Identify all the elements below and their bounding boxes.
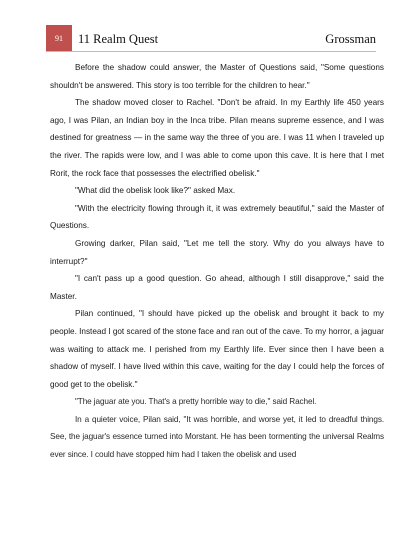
page-number-badge bbox=[46, 25, 72, 51]
paragraph: "I can't pass up a good question. Go ahead, although I still disapprove," said the Master. bbox=[50, 274, 384, 301]
paragraph: "The jaguar ate you. That's a pretty horrible way to die," said Rachel. bbox=[75, 397, 317, 407]
paragraph: Pilan continued, "I should have picked up the obelisk and brought it back to my people. Instead I got scared of the stone face and ran out of the cave. To my horror, a jaguar was waiting to attack me. I perished from my Earthly life. Ever since then I have been a shadow of myself. I have lived within this cave, waiting for the day I could help the forces of good get to the obelisk." bbox=[50, 309, 384, 389]
header-divider bbox=[46, 51, 376, 52]
paragraph: "What did the obelisk look like?" asked Max. bbox=[75, 186, 236, 196]
book-title: 11 Realm Quest bbox=[78, 32, 159, 46]
paragraph: Growing darker, Pilan said, "Let me tell the story. Why do you always have to interrupt?" bbox=[50, 238, 384, 266]
page-body bbox=[50, 59, 384, 464]
author-name: Grossman bbox=[325, 32, 376, 46]
paragraph: "With the electricity flowing through it, it was extremely beautiful," said the Master of Questions. bbox=[50, 203, 384, 231]
page-number: 91 bbox=[55, 33, 63, 43]
paragraph: Before the shadow could answer, the Master of Questions said, "Some questions shouldn't be answered. This story is too terrible for the children to hear." bbox=[50, 63, 384, 90]
paragraph: The shadow moved closer to Rachel. "Don't be afraid. In my Earthly life 450 years ago, I was Pilan, an Indian boy in the Inca tribe. Pilan means supreme essence, and I was destined for greatness — in the same way the three of you are. I was 11 when I traveled up the river. The rapids were low, and I was able to come upon this cave. It is here that I met Rorit, the rock face that possesses the electrified obelisk." bbox=[50, 98, 384, 178]
paragraph: In a quieter voice, Pilan said, "It was horrible, and worse yet, it led to dreadful things. See, the jaguar's essence turned into Morstant. He has been tormenting the universal Realms ever since. I could have stopped him had I taken the obelisk and used bbox=[50, 414, 384, 460]
